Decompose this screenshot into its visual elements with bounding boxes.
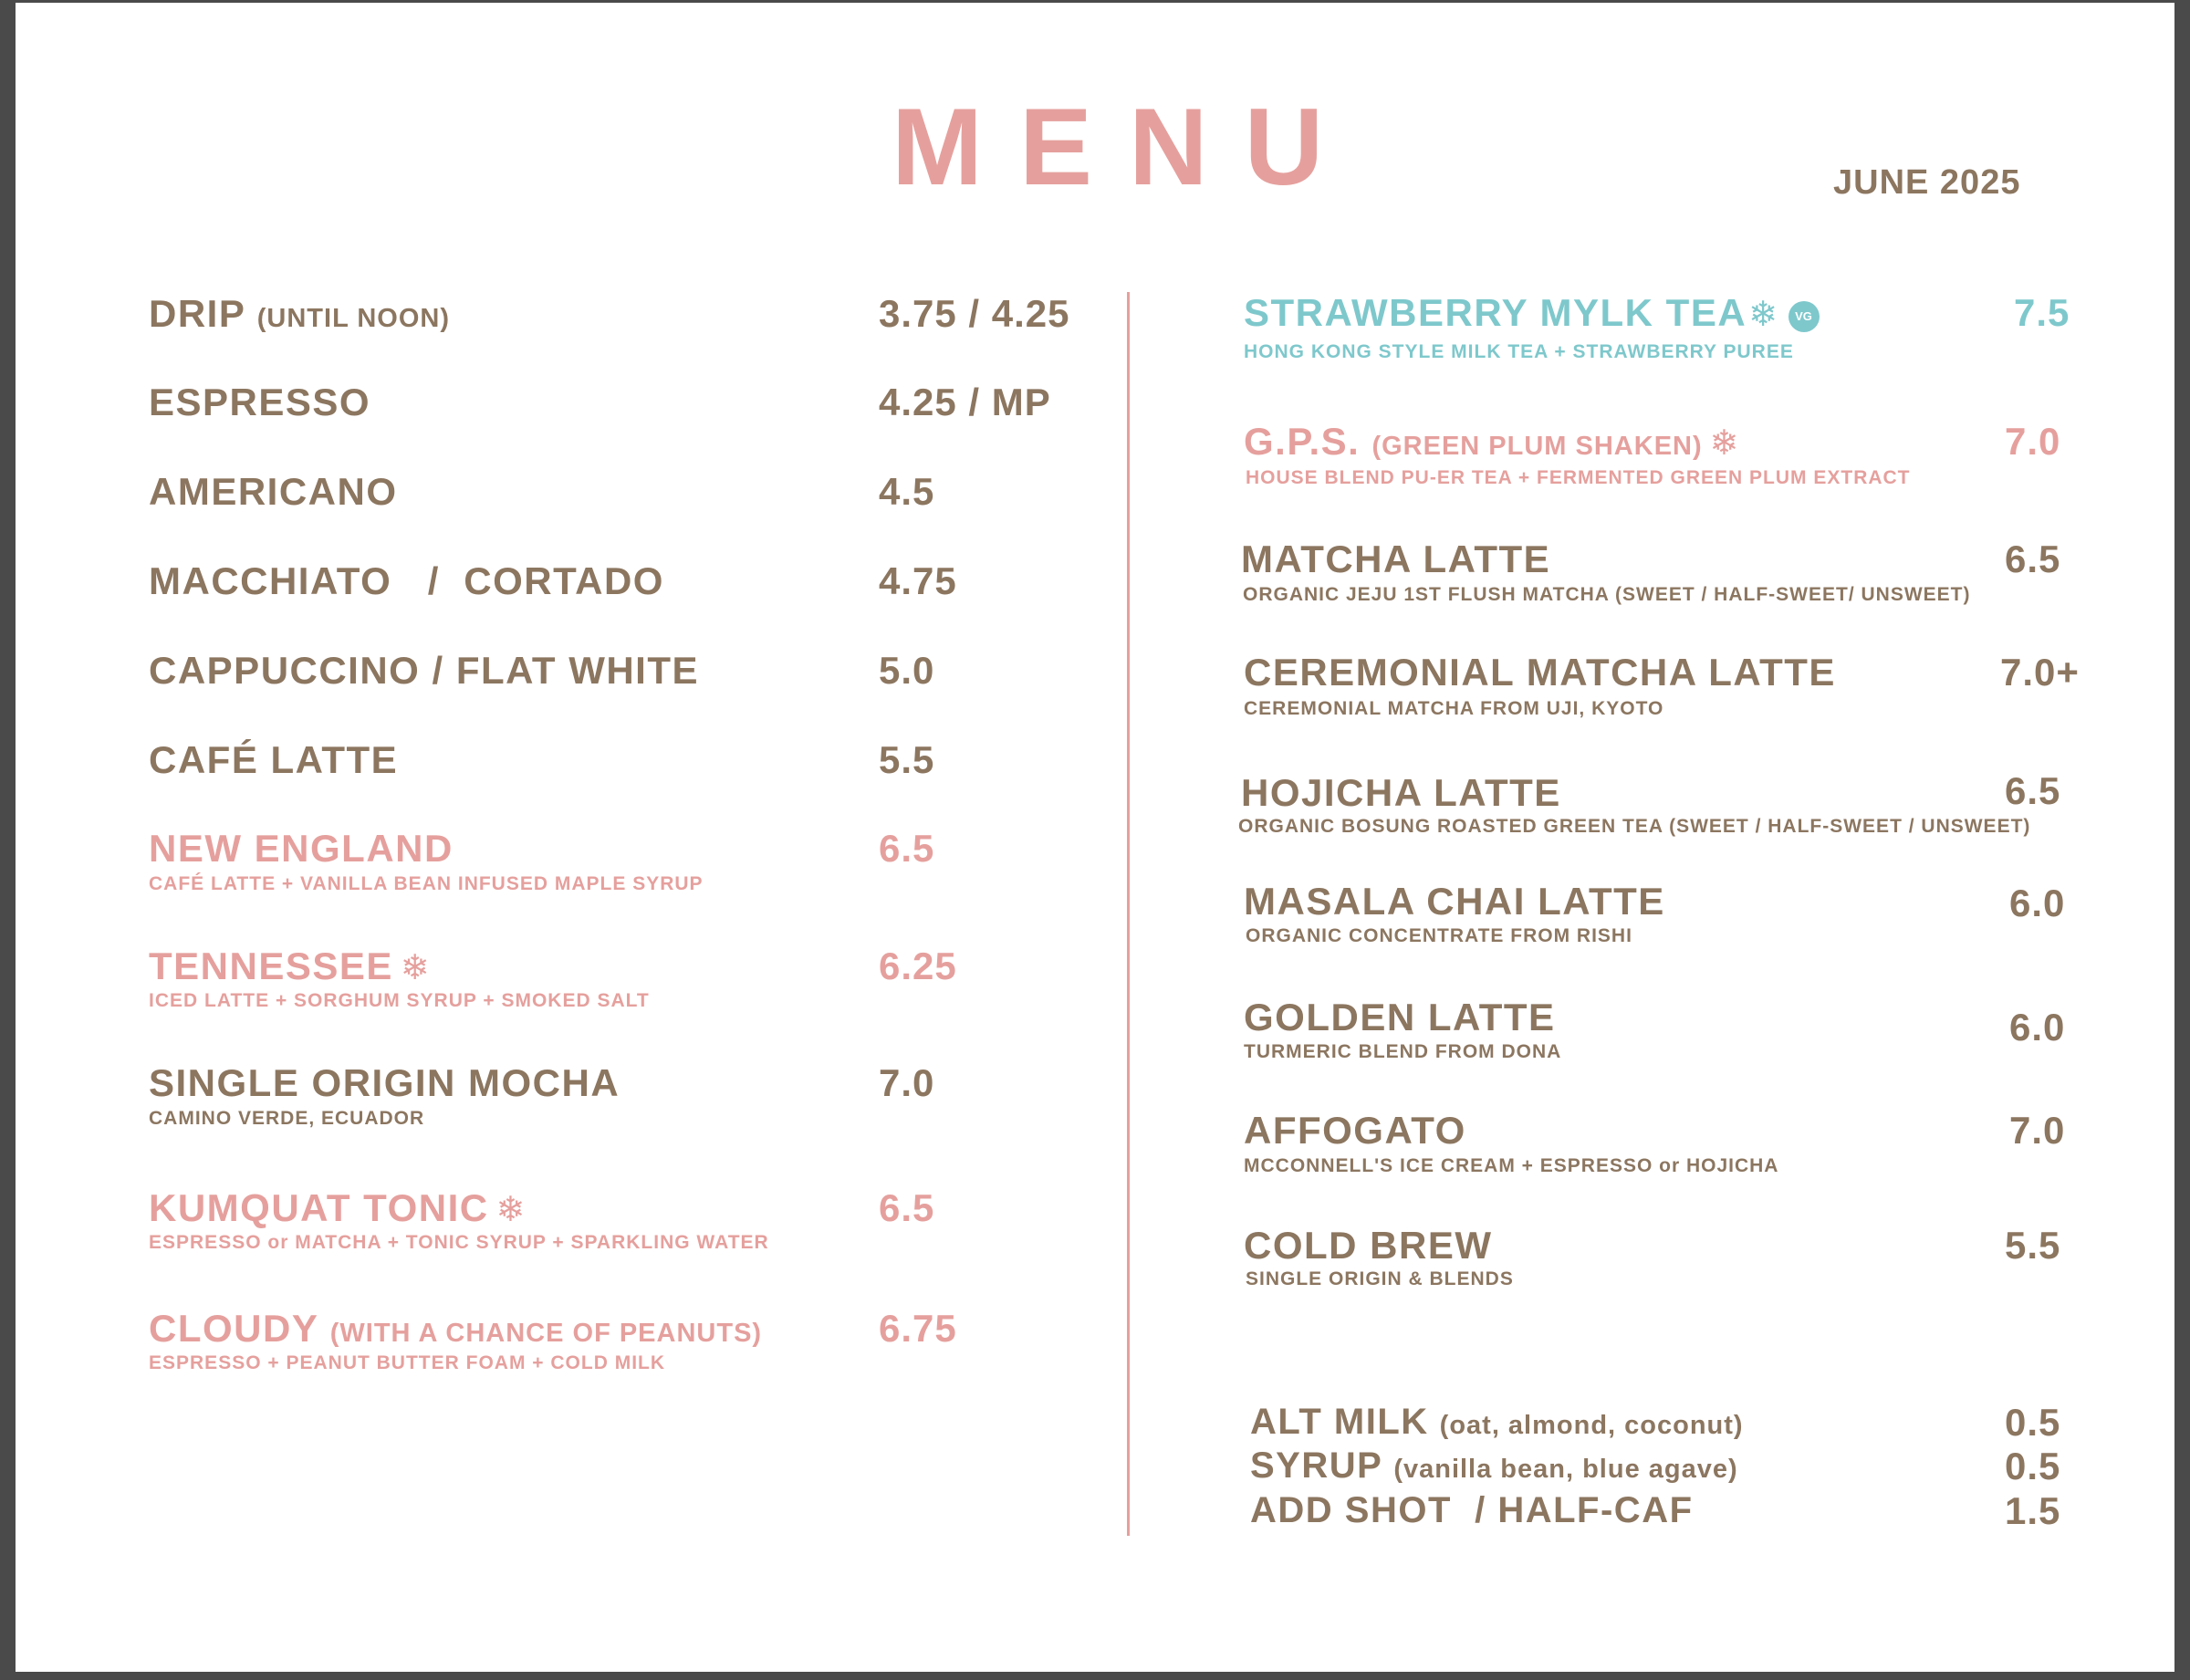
item-espresso: ESPRESSO [149,381,371,423]
item-description: CAMINO VERDE, ECUADOR [149,1108,425,1129]
item-name: G.P.S. [1244,420,1361,463]
snowflake-icon: ❄ [400,949,432,987]
item-price: 4.25 / MP [879,381,1051,423]
item-description: ORGANIC BOSUNG ROASTED GREEN TEA (SWEET / HALF-SWEET / UNSWEET) [1238,816,2031,837]
item-price: 6.5 [879,1186,935,1229]
item-description: HOUSE BLEND PU-ER TEA + FERMENTED GREEN PLUM EXTRACT [1246,467,1911,488]
item-description: ICED LATTE + SORGHUM SYRUP + SMOKED SALT [149,990,650,1011]
item-strawberry-mylk-tea [1244,291,1820,334]
item-masala-chai-latte: MASALA CHAI LATTE [1244,880,1665,923]
item-price: 7.0+ [2000,651,2080,694]
item-macchiato-cortado: MACCHIATO / CORTADO [149,559,664,602]
item-name: TENNESSEE [149,944,393,987]
item-cappuccino-flat-white: CAPPUCCINO / FLAT WHITE [149,649,700,692]
addon-name: SYRUP [1250,1445,1383,1486]
item-description: HONG KONG STYLE MILK TEA + STRAWBERRY PUREE [1244,341,1794,362]
item-americano: AMERICANO [149,470,398,513]
item-description: CAFÉ LATTE + VANILLA BEAN INFUSED MAPLE SYRUP [149,873,704,894]
item-note: (WITH A CHANCE OF PEANUTS) [329,1319,763,1348]
item-new-england: NEW ENGLAND [149,827,454,870]
item-description: TURMERIC BLEND FROM DONA [1244,1041,1562,1062]
item-cloudy [149,1307,763,1350]
item-kumquat-tonic [149,1186,527,1229]
item-price: 7.0 [2009,1109,2066,1152]
item-note: (UNTIL NOON) [256,304,450,333]
item-price: 7.5 [2014,291,2070,334]
menu-date: JUNE 2025 [1833,163,2021,202]
item-price: 6.5 [879,827,935,870]
column-divider [1127,292,1130,1536]
item-note: (GREEN PLUM SHAKEN) [1371,432,1703,461]
item-price: 3.75 / 4.25 [879,292,1070,335]
item-drip [149,292,450,335]
item-single-origin-mocha: SINGLE ORIGIN MOCHA [149,1061,620,1104]
addon-syrup [1250,1447,1738,1484]
item-price: 4.5 [879,470,935,513]
item-description: ESPRESSO + PEANUT BUTTER FOAM + COLD MILK [149,1352,666,1373]
item-description: ORGANIC CONCENTRATE FROM RISHI [1246,925,1632,946]
item-name: STRAWBERRY MYLK TEA [1244,291,1747,334]
menu-title: MENU [892,86,1361,208]
addon-price: 1.5 [2005,1489,2061,1532]
item-cold-brew: COLD BREW [1244,1224,1493,1267]
item-hojicha-latte: HOJICHA LATTE [1241,771,1561,814]
item-description: SINGLE ORIGIN & BLENDS [1246,1268,1514,1289]
addon-shot-half-caf: ADD SHOT / HALF-CAF [1250,1490,1694,1530]
vegan-badge: VG [1788,301,1820,332]
item-price: 7.0 [879,1061,935,1104]
addon-name: ALT MILK [1250,1402,1429,1442]
item-golden-latte: GOLDEN LATTE [1244,996,1556,1038]
snowflake-icon: ❄ [1748,296,1779,334]
snowflake-icon: ❄ [495,1191,527,1229]
item-cafe-latte: CAFÉ LATTE [149,738,399,781]
addon-price: 0.5 [2005,1445,2061,1487]
menu-page [16,3,2174,1672]
item-price: 5.5 [879,738,935,781]
item-price: 6.0 [2009,1006,2066,1049]
item-price: 6.5 [2005,769,2061,812]
item-price: 6.75 [879,1307,957,1350]
item-price: 7.0 [2005,420,2061,463]
addon-note: (vanilla bean, blue agave) [1393,1455,1738,1484]
item-ceremonial-matcha-latte: CEREMONIAL MATCHA LATTE [1244,651,1836,694]
item-description: CEREMONIAL MATCHA FROM UJI, KYOTO [1244,698,1664,719]
item-description: ORGANIC JEJU 1ST FLUSH MATCHA (SWEET / HALF-SWEET/ UNSWEET) [1243,584,1971,605]
item-tennessee [149,944,432,987]
item-affogato: AFFOGATO [1244,1109,1466,1152]
addon-note: (oat, almond, coconut) [1439,1411,1744,1440]
item-matcha-latte: MATCHA LATTE [1241,537,1551,580]
item-price: 6.0 [2009,882,2066,924]
item-name: KUMQUAT TONIC [149,1186,489,1229]
item-price: 5.0 [879,649,935,692]
item-description: MCCONNELL'S ICE CREAM + ESPRESSO or HOJICHA [1244,1155,1779,1176]
item-price: 6.5 [2005,537,2061,580]
item-price: 5.5 [2005,1224,2061,1267]
item-price: 6.25 [879,944,957,987]
addon-alt-milk [1250,1403,1744,1440]
item-gps [1244,420,1740,463]
item-price: 4.75 [879,559,957,602]
item-name: DRIP [149,292,245,335]
addon-price: 0.5 [2005,1401,2061,1444]
snowflake-icon: ❄ [1709,424,1740,463]
item-description: ESPRESSO or MATCHA + TONIC SYRUP + SPARKLING WATER [149,1232,769,1253]
item-name: CLOUDY [149,1307,318,1350]
